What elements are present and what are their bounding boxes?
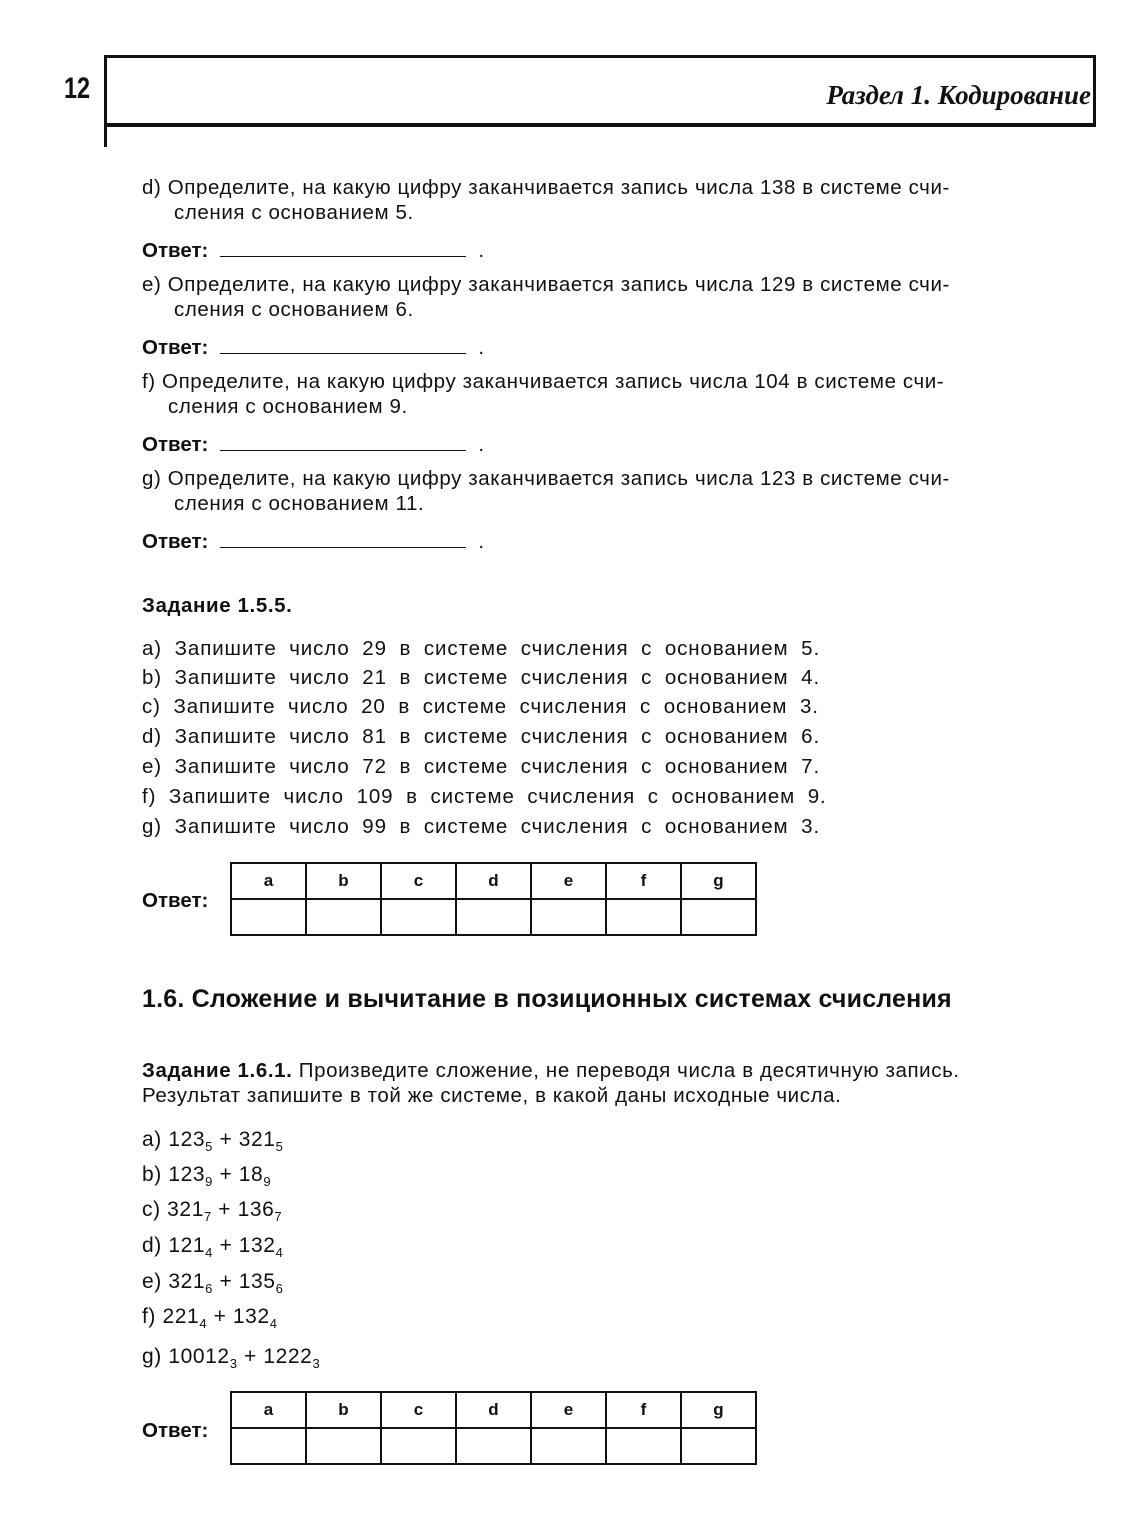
task-item-g <box>142 466 1087 516</box>
task-155-item-b: b) Запишите число 21 в системе счисления с основанием 4. <box>142 666 821 689</box>
task-155-item-e: e) Запишите число 72 в системе счисления с основанием 7. <box>142 755 821 778</box>
answer-cell-d[interactable] <box>456 1428 531 1464</box>
task-item-d-line2: сления с основанием 5. <box>174 201 414 224</box>
base-1: 3 <box>229 1356 238 1371</box>
operand-2: 135 <box>238 1270 276 1293</box>
item-label: a) <box>142 1128 162 1151</box>
task-item-e-line1: e) Определите, на какую цифру заканчивается запись числа 129 в системе счи- <box>142 273 950 296</box>
answer-table-header: c <box>381 1392 456 1428</box>
task-155-item-d: d) Запишите число 81 в системе счисления с основанием 6. <box>142 725 821 748</box>
task-161-intro <box>142 1058 1087 1108</box>
answer-row-f <box>142 432 484 457</box>
base-2: 5 <box>275 1139 284 1154</box>
task-item-e <box>142 272 1087 322</box>
answer-table-header: c <box>381 863 456 899</box>
task-item-g-line2: сления с основанием 11. <box>174 492 425 515</box>
page-number: 12 <box>64 72 91 105</box>
plus-sign: + <box>244 1345 257 1368</box>
answer-label: Ответ: <box>142 239 209 262</box>
answer-table-header: b <box>306 1392 381 1428</box>
answer-cell-b[interactable] <box>306 899 381 935</box>
plus-sign: + <box>219 1163 233 1186</box>
base-2: 9 <box>263 1174 272 1189</box>
base-1: 6 <box>205 1281 213 1296</box>
plus-sign: + <box>219 1128 233 1151</box>
task-item-f <box>142 369 1087 419</box>
base-1: 4 <box>199 1316 208 1331</box>
answer-table-label-161: Ответ: <box>142 1419 209 1442</box>
answer-cell-c[interactable] <box>381 899 456 935</box>
operand-2: 1222 <box>263 1345 313 1368</box>
task-161-item-e <box>142 1270 283 1296</box>
answer-dot: . <box>478 336 485 359</box>
answer-cell-e[interactable] <box>531 899 606 935</box>
plus-sign: + <box>218 1198 232 1221</box>
base-2: 3 <box>312 1356 321 1371</box>
task-item-d-line1: d) Определите, на какую цифру заканчивается запись числа 138 в системе счи- <box>142 176 950 199</box>
operand-2: 132 <box>232 1305 270 1328</box>
item-label: b) <box>142 1163 162 1186</box>
base-1: 5 <box>205 1139 213 1154</box>
answer-label: Ответ: <box>142 336 209 359</box>
answer-cell-e[interactable] <box>531 1428 606 1464</box>
answer-label: Ответ: <box>142 530 209 553</box>
task-161-item-a <box>142 1128 283 1154</box>
answer-dot: . <box>478 433 485 456</box>
answer-cell-g[interactable] <box>681 1428 756 1464</box>
answer-cell-a[interactable] <box>231 899 306 935</box>
answer-table-header: a <box>231 863 306 899</box>
task-item-f-line1: f) Определите, на какую цифру заканчивается запись числа 104 в системе счи- <box>142 370 945 393</box>
answer-row-e <box>142 335 484 360</box>
answer-table-header: b <box>306 863 381 899</box>
base-1: 9 <box>205 1174 213 1189</box>
answer-dot: . <box>478 530 485 553</box>
operand-1: 123 <box>168 1163 206 1186</box>
operand-2: 321 <box>238 1128 276 1151</box>
task-155-item-c: c) Запишите число 20 в системе счисления с основанием 3. <box>142 695 819 718</box>
task-155-item-g: g) Запишите число 99 в системе счисления с основанием 3. <box>142 815 821 838</box>
task-155-title: Задание 1.5.5. <box>142 594 293 617</box>
task-161-item-b <box>142 1163 271 1189</box>
operand-1: 321 <box>168 1270 206 1293</box>
answer-table-header: d <box>456 1392 531 1428</box>
item-label: f) <box>142 1305 157 1328</box>
operand-1: 121 <box>168 1234 206 1257</box>
operand-1: 321 <box>167 1198 204 1221</box>
task-161-title: Задание 1.6.1. <box>142 1059 293 1082</box>
answer-blank-f[interactable] <box>220 432 466 451</box>
operand-1: 10012 <box>168 1345 230 1368</box>
plus-sign: + <box>219 1234 233 1257</box>
task-155-item-f: f) Запишите число 109 в системе счисления с основанием 9. <box>142 785 827 808</box>
operand-2: 18 <box>238 1163 264 1186</box>
plus-sign: + <box>213 1305 227 1328</box>
item-label: c) <box>142 1198 161 1221</box>
answer-table-header: e <box>531 863 606 899</box>
base-1: 4 <box>205 1245 213 1260</box>
answer-blank-d[interactable] <box>220 238 466 257</box>
answer-table-header: d <box>456 863 531 899</box>
operand-1: 221 <box>162 1305 200 1328</box>
answer-cell-d[interactable] <box>456 899 531 935</box>
operand-2: 132 <box>238 1234 276 1257</box>
header-divider <box>104 125 107 147</box>
answer-cell-f[interactable] <box>606 1428 681 1464</box>
section-16-title: 1.6. Сложение и вычитание в позиционных системах счисления <box>142 985 952 1013</box>
task-item-f-line2: сления с основанием 9. <box>168 395 408 418</box>
answer-row-d <box>142 238 484 263</box>
answer-cell-f[interactable] <box>606 899 681 935</box>
answer-cell-g[interactable] <box>681 899 756 935</box>
operand-1: 123 <box>168 1128 206 1151</box>
task-item-e-line2: сления с основанием 6. <box>174 298 414 321</box>
answer-table-161 <box>230 1391 757 1465</box>
answer-table-header: e <box>531 1392 606 1428</box>
operand-2: 136 <box>237 1198 275 1221</box>
task-161-item-c <box>142 1198 282 1224</box>
item-label: e) <box>142 1270 162 1293</box>
answer-blank-e[interactable] <box>220 335 466 354</box>
task-161-text-line1: Произведите сложение, не переводя числа в десятичную запись. <box>298 1059 960 1082</box>
base-2: 6 <box>275 1281 284 1296</box>
answer-table-header: a <box>231 1392 306 1428</box>
answer-table-header: g <box>681 863 756 899</box>
base-2: 7 <box>274 1209 283 1224</box>
task-item-g-line1: g) Определите, на какую цифру заканчивается запись числа 123 в системе счи- <box>142 467 950 490</box>
task-161-text-line2: Результат запишите в той же системе, в какой даны исходные числа. <box>142 1084 842 1107</box>
answer-table-label-155: Ответ: <box>142 889 209 912</box>
section-header-title: Раздел 1. Кодирование <box>826 80 1091 110</box>
task-161-item-d <box>142 1234 283 1260</box>
task-161-item-f <box>142 1305 278 1331</box>
answer-table-header: g <box>681 1392 756 1428</box>
task-item-d <box>142 175 1087 225</box>
base-1: 7 <box>203 1209 212 1224</box>
answer-table-155 <box>230 862 757 936</box>
answer-table-header: f <box>606 863 681 899</box>
item-label: d) <box>142 1234 162 1257</box>
answer-cell-a[interactable] <box>231 1428 306 1464</box>
task-155-item-a: a) Запишите число 29 в системе счисления с основанием 5. <box>142 637 821 660</box>
item-label: g) <box>142 1345 162 1368</box>
answer-cell-c[interactable] <box>381 1428 456 1464</box>
answer-table-header: f <box>606 1392 681 1428</box>
answer-label: Ответ: <box>142 433 209 456</box>
plus-sign: + <box>219 1270 233 1293</box>
answer-blank-g[interactable] <box>220 529 466 548</box>
base-2: 4 <box>269 1316 278 1331</box>
answer-row-g <box>142 529 484 554</box>
answer-dot: . <box>478 239 485 262</box>
answer-cell-b[interactable] <box>306 1428 381 1464</box>
task-161-item-g <box>142 1345 320 1371</box>
base-2: 4 <box>275 1245 284 1260</box>
